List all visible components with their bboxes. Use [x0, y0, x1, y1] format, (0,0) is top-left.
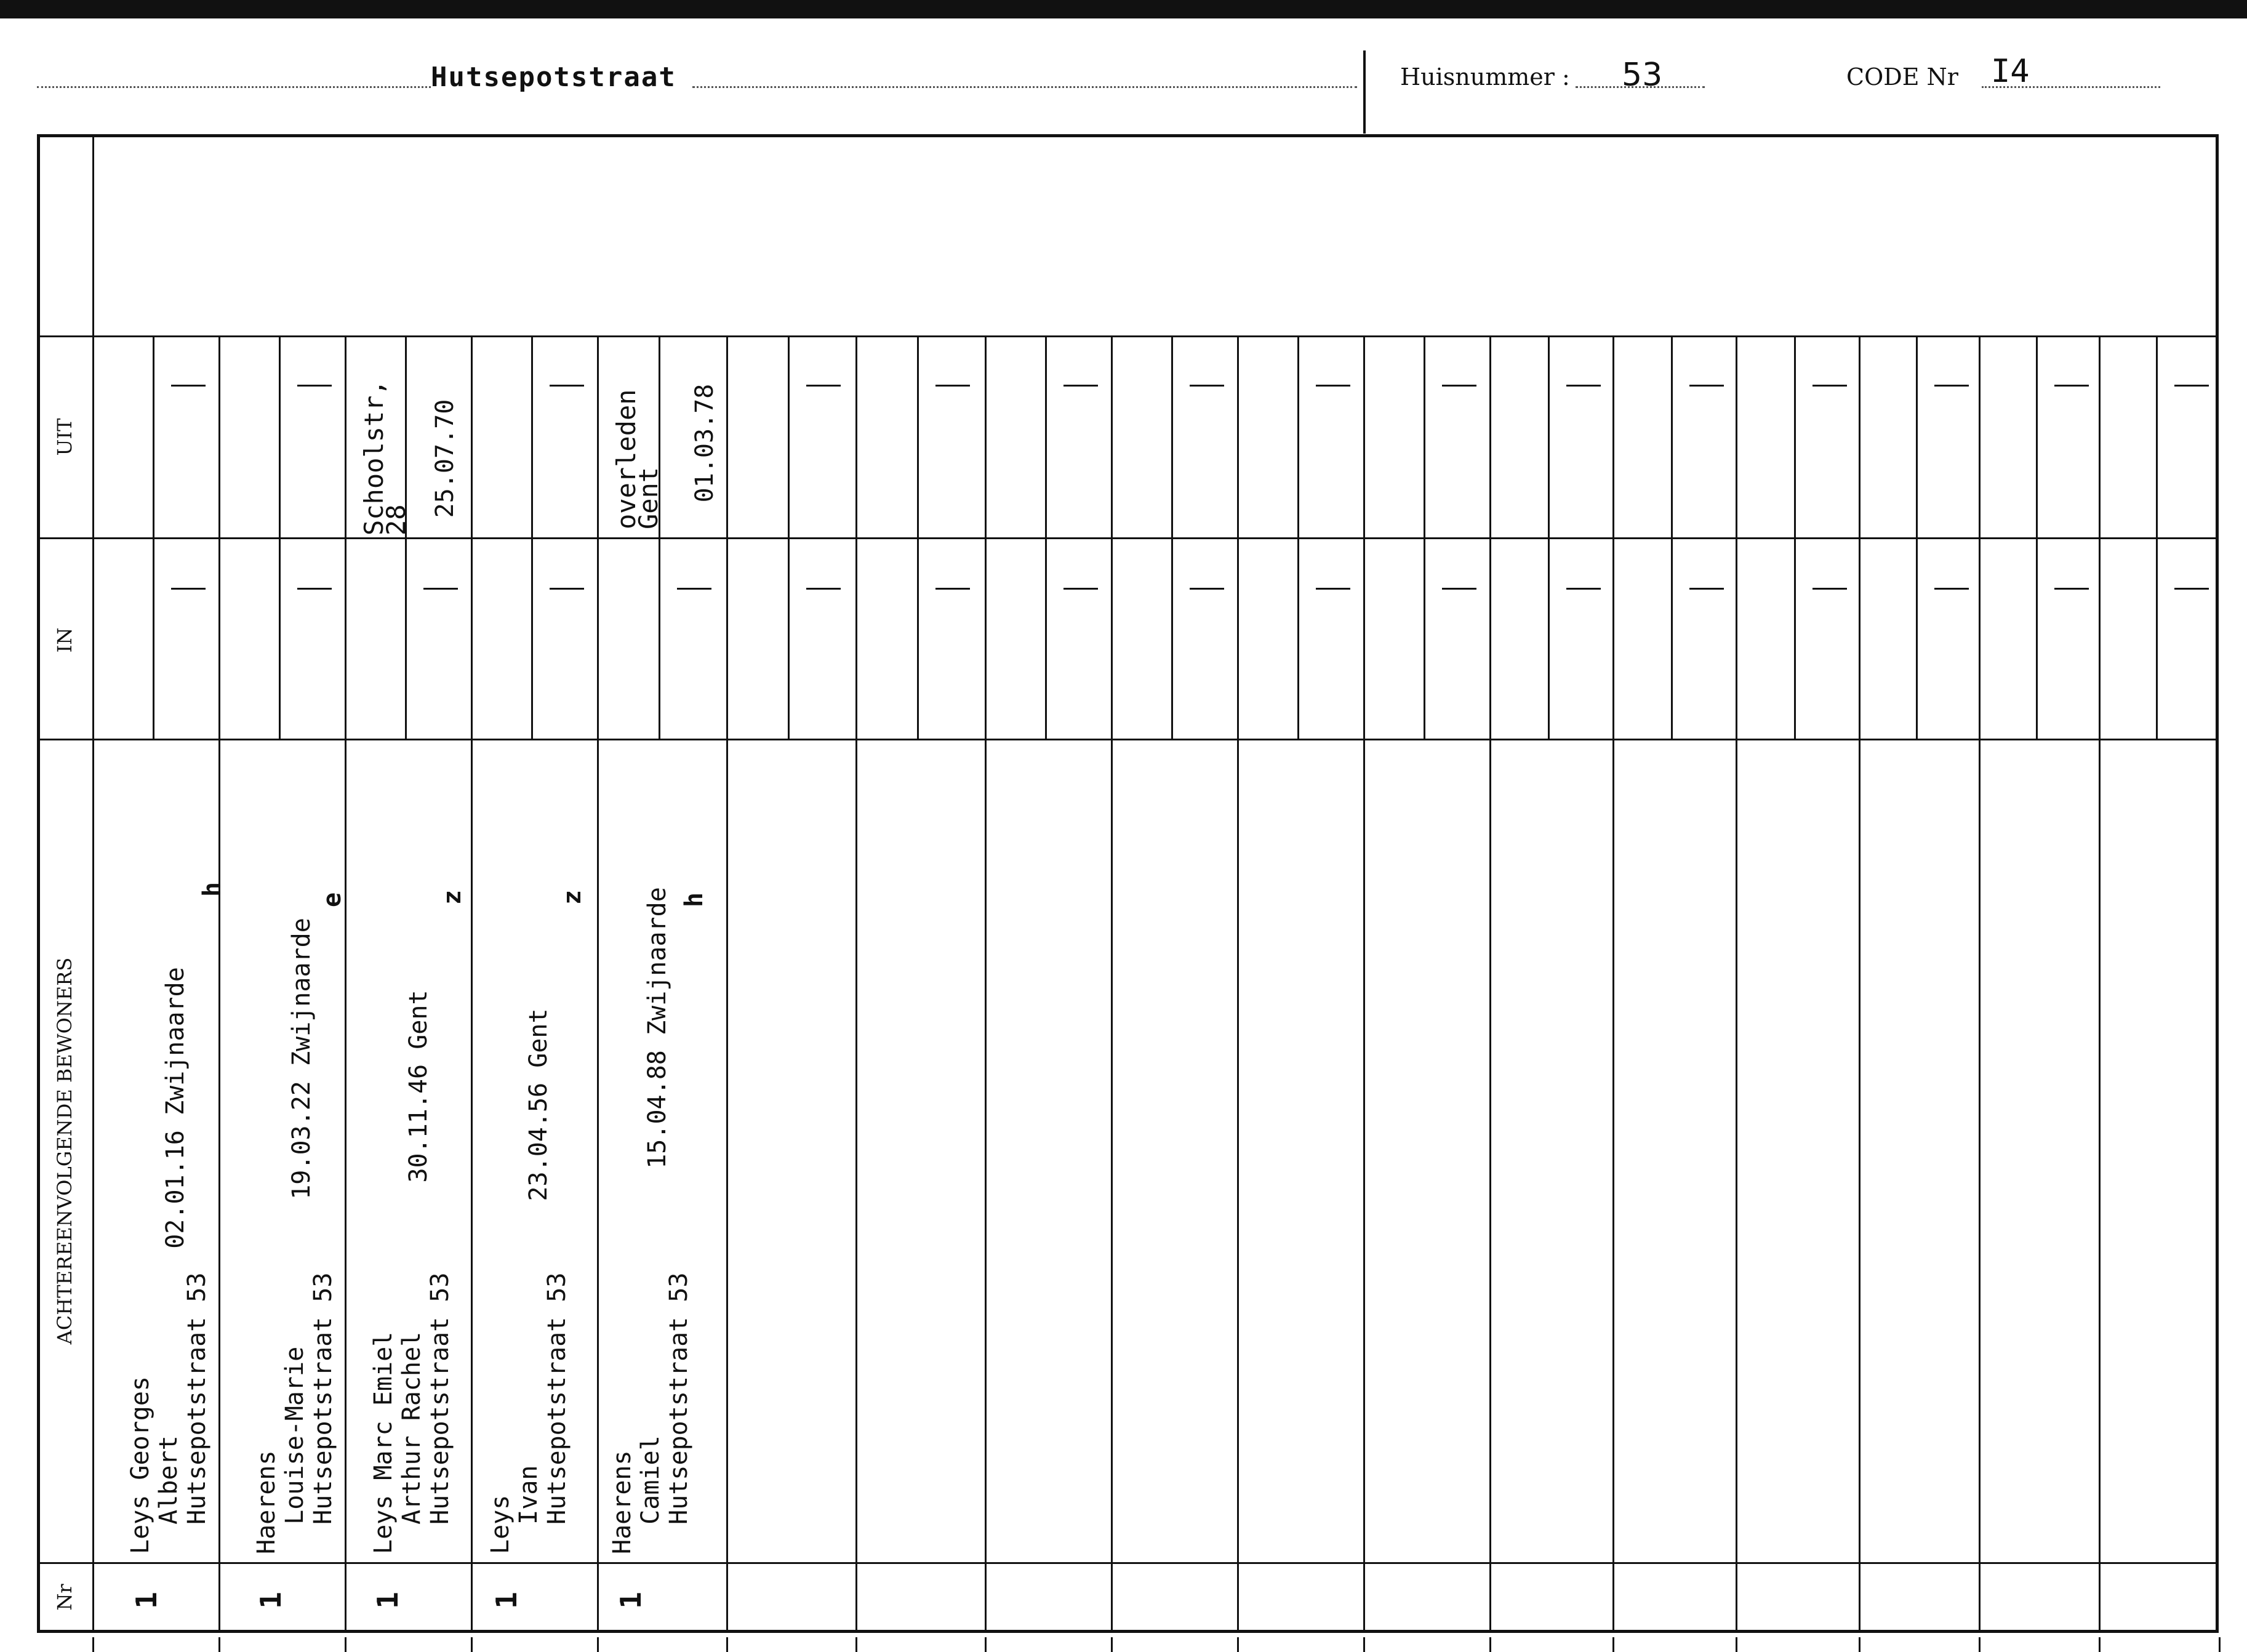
- resident-birth: 30.11.46 Gent: [404, 990, 433, 1183]
- house-number-label: Huisnummer :: [1400, 63, 1570, 90]
- bottom-tick: [1979, 1637, 1981, 1652]
- bottom-tick: [2219, 1637, 2221, 1652]
- in-dash: [806, 588, 841, 590]
- bottom-tick: [855, 1637, 857, 1652]
- in-dash: [1566, 588, 1601, 590]
- resident-birth: 15.04.88 Zwijnaarde: [643, 887, 671, 1169]
- uit-top-line: [37, 335, 2219, 337]
- bottom-tick: [471, 1637, 473, 1652]
- column-line: [218, 335, 220, 1631]
- sub-column-line: [1424, 335, 1425, 739]
- bottom-tick: [597, 1637, 599, 1652]
- bottom-tick: [2099, 1637, 2101, 1652]
- column-line: [345, 335, 346, 1631]
- column-line: [2099, 335, 2101, 1631]
- in-dash: [1812, 588, 1847, 590]
- sub-column-line: [788, 335, 790, 739]
- in-dash: [297, 588, 332, 590]
- in-label: IN: [53, 627, 76, 653]
- column-line: [1736, 335, 1737, 1631]
- resident-mark: h: [198, 881, 226, 897]
- code-label: CODE Nr: [1846, 63, 1958, 90]
- column-line: [1237, 335, 1239, 1631]
- column-line: [1859, 335, 1860, 1631]
- in-dash: [935, 588, 970, 590]
- resident-name-block: Haerens Camiel Hutsepotstraat 53: [608, 1272, 693, 1554]
- resident-uit-date: 01.03.78: [691, 383, 719, 503]
- sub-column-line: [153, 335, 154, 739]
- scan-top-band: [0, 0, 2247, 18]
- label-column-divider: [92, 134, 94, 1633]
- in-dash: [423, 588, 458, 590]
- resident-nr: 1: [254, 1592, 287, 1609]
- street-dotted-line: [37, 86, 431, 88]
- in-dash: [677, 588, 711, 590]
- in-dash: [1063, 588, 1098, 590]
- resident-mark: z: [558, 889, 587, 905]
- sub-column-line: [279, 335, 281, 739]
- resident-uit-place: overleden Gent: [611, 389, 663, 529]
- column-line: [1612, 335, 1614, 1631]
- in-dash: [2174, 588, 2209, 590]
- column-line: [726, 335, 728, 1631]
- column-line: [855, 335, 857, 1631]
- column-line: [1979, 335, 1981, 1631]
- bottom-tick: [1736, 1637, 1737, 1652]
- sub-column-line: [1045, 335, 1047, 739]
- sub-column-line: [1548, 335, 1550, 739]
- uit-dash: [1316, 385, 1350, 387]
- column-line: [985, 335, 987, 1631]
- bottom-tick: [726, 1637, 728, 1652]
- residents-label: ACHTEREENVOLGENDE BEWONERS: [53, 957, 76, 1345]
- sub-column-line: [1297, 335, 1299, 739]
- register-form-frame: [37, 134, 2219, 1633]
- sub-column-line: [1794, 335, 1796, 739]
- column-line: [597, 335, 599, 1631]
- bottom-tick: [1237, 1637, 1239, 1652]
- column-line: [1111, 335, 1113, 1631]
- resident-name-block: Leys Marc Emiel Arthur Rachel Hutsepotstraat 53: [369, 1272, 454, 1554]
- bottom-tick: [92, 1637, 94, 1652]
- uit-dash: [1812, 385, 1847, 387]
- in-dash: [171, 588, 206, 590]
- resident-name-block: Haerens Louise-Marie Hutsepotstraat 53: [252, 1272, 337, 1554]
- nr-label: Nr: [53, 1584, 76, 1611]
- resident-mark: h: [680, 892, 708, 908]
- residents-top-line: [37, 739, 2219, 740]
- bottom-tick: [985, 1637, 987, 1652]
- resident-nr: 1: [130, 1592, 163, 1609]
- uit-dash: [1689, 385, 1724, 387]
- in-dash: [1689, 588, 1724, 590]
- uit-dash: [171, 385, 206, 387]
- uit-dash: [2054, 385, 2089, 387]
- resident-name-block: Leys Georges Albert Hutsepotstraat 53: [126, 1272, 211, 1554]
- resident-nr: 1: [371, 1592, 404, 1609]
- column-line: [1363, 335, 1365, 1631]
- resident-nr: 1: [490, 1592, 523, 1609]
- uit-dash: [297, 385, 332, 387]
- uit-dash: [1063, 385, 1098, 387]
- uit-dash: [2174, 385, 2209, 387]
- sub-column-line: [1171, 335, 1173, 739]
- street-dotted-line-2: [692, 86, 1357, 88]
- sub-column-line: [2036, 335, 2038, 739]
- code-value: I4: [1991, 53, 2030, 90]
- resident-birth: 19.03.22 Zwijnaarde: [287, 918, 316, 1200]
- column-line: [1489, 335, 1491, 1631]
- bottom-tick: [1489, 1637, 1491, 1652]
- sub-column-line: [1671, 335, 1673, 739]
- in-dash: [1934, 588, 1969, 590]
- bottom-tick: [218, 1637, 220, 1652]
- in-dash: [1316, 588, 1350, 590]
- resident-birth: 23.04.56 Gent: [524, 1008, 553, 1201]
- sub-column-line: [1916, 335, 1918, 739]
- uit-dash: [1934, 385, 1969, 387]
- resident-mark: z: [438, 889, 467, 905]
- bottom-tick: [345, 1637, 346, 1652]
- bottom-tick: [1363, 1637, 1365, 1652]
- resident-mark: e: [318, 892, 346, 908]
- bottom-tick: [1111, 1637, 1113, 1652]
- street-name: Hutsepotstraat: [431, 62, 676, 93]
- resident-uit-place: Schoolstr, 28: [359, 380, 411, 535]
- uit-dash: [806, 385, 841, 387]
- header-divider: [1363, 50, 1366, 134]
- in-dash: [1190, 588, 1224, 590]
- uit-label: UIT: [53, 418, 76, 456]
- in-dash: [2054, 588, 2089, 590]
- uit-dash: [935, 385, 970, 387]
- uit-dash: [550, 385, 584, 387]
- resident-name-block: Leys Ivan Hutsepotstraat 53: [486, 1272, 571, 1554]
- sub-column-line: [2156, 335, 2158, 739]
- sub-column-line: [917, 335, 919, 739]
- resident-nr: 1: [614, 1592, 647, 1609]
- uit-dash: [1190, 385, 1224, 387]
- in-dash: [550, 588, 584, 590]
- resident-birth: 02.01.16 Zwijnaarde: [161, 967, 190, 1249]
- in-top-line: [37, 537, 2219, 539]
- nr-top-line: [37, 1562, 2219, 1564]
- sub-column-line: [531, 335, 533, 739]
- house-number-value: 53: [1622, 57, 1663, 94]
- uit-dash: [1566, 385, 1601, 387]
- in-dash: [1442, 588, 1476, 590]
- uit-dash: [1442, 385, 1476, 387]
- column-line: [471, 335, 473, 1631]
- bottom-tick: [1612, 1637, 1614, 1652]
- bottom-tick: [1859, 1637, 1860, 1652]
- resident-uit-date: 25.07.70: [431, 399, 459, 518]
